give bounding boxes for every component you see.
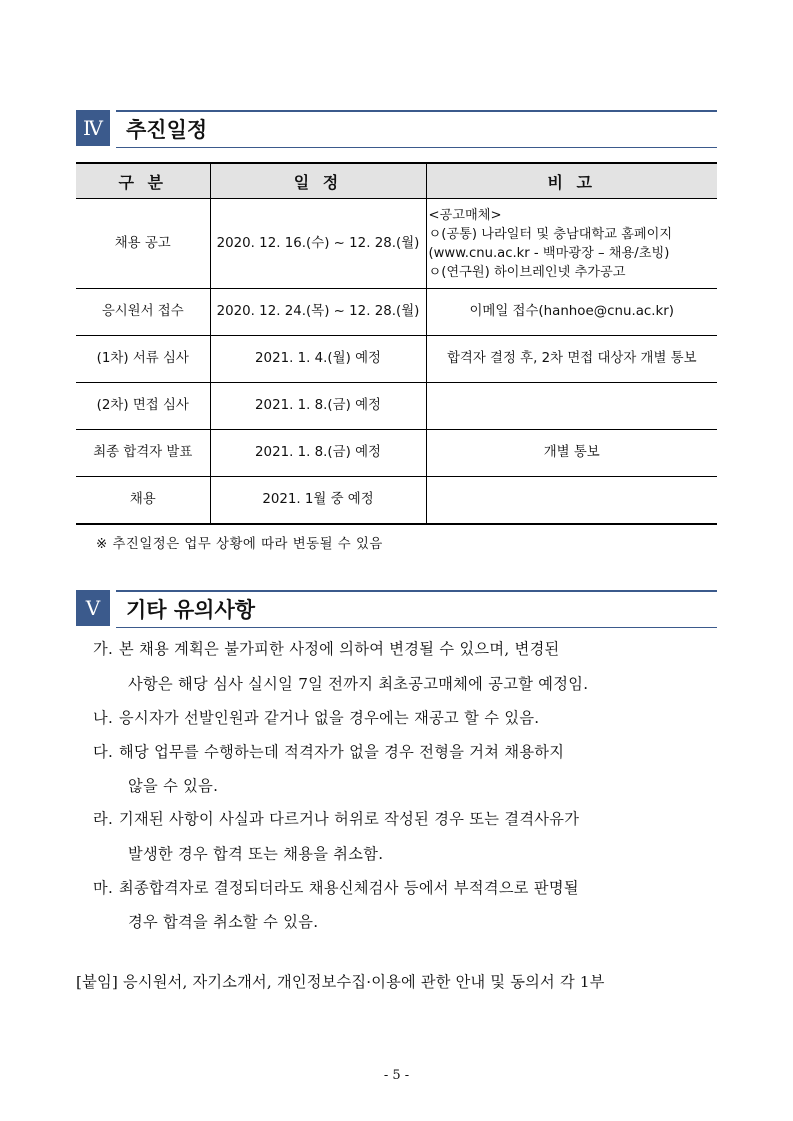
list-text: 기재된 사항이 사실과 다르거나 허위로 작성된 경우 또는 결격사유가 — [119, 810, 580, 828]
table-header-row — [76, 163, 717, 199]
list-text: 응시자가 선발인원과 같거나 없을 경우에는 재공고 할 수 있음. — [119, 709, 540, 727]
row-schedule: 2021. 1월 중 예정 — [210, 477, 426, 524]
list-text: 본 채용 계획은 불가피한 사정에 의하여 변경될 수 있으며, 변경된 — [119, 640, 560, 658]
row-category: (1차) 서류 심사 — [76, 336, 210, 383]
row-category: 채용 — [76, 477, 210, 524]
row-schedule: 2021. 1. 8.(금) 예정 — [210, 383, 426, 430]
section-number: Ⅳ — [76, 110, 110, 146]
column-header: 구 분 — [76, 163, 210, 199]
list-text-continued: 사항은 해당 심사 실시일 7일 전까지 최초공고매체에 공고할 예정임. — [128, 675, 589, 693]
list-marker: 가. — [93, 640, 114, 658]
note-line: ㅇ(공통) 나라일터 및 충남대학교 홈페이지 — [428, 226, 673, 242]
row-schedule: 2021. 1. 8.(금) 예정 — [210, 430, 426, 477]
list-marker: 나. — [93, 709, 114, 727]
column-header: 비 고 — [426, 163, 717, 199]
row-category: 응시원서 접수 — [76, 289, 210, 336]
table-row — [76, 430, 717, 477]
section-title: 추진일정 — [126, 118, 208, 142]
table-row — [76, 477, 717, 524]
row-category: 최종 합격자 발표 — [76, 430, 210, 477]
list-item — [93, 707, 539, 728]
list-item — [93, 741, 564, 762]
row-note — [426, 477, 717, 524]
row-category: 채용 공고 — [76, 199, 210, 289]
schedule-table — [76, 162, 717, 525]
list-item — [93, 808, 579, 829]
list-marker: 다. — [93, 743, 114, 761]
header-rule-bottom — [116, 627, 717, 628]
list-item — [93, 877, 579, 898]
row-note — [426, 383, 717, 430]
table-row — [76, 383, 717, 430]
table-row — [76, 199, 717, 289]
list-text: 해당 업무를 수행하는데 적격자가 없을 경우 전형을 거쳐 채용하지 — [119, 743, 565, 761]
row-note: 개별 통보 — [426, 430, 717, 477]
header-rule-top — [116, 110, 717, 112]
section-title: 기타 유의사항 — [126, 598, 256, 622]
note-line: ㅇ(연구원) 하이브레인넷 추가공고 — [428, 264, 626, 280]
table-row — [76, 336, 717, 383]
note-line: (www.cnu.ac.kr - 백마광장 – 채용/초빙) — [428, 245, 670, 261]
row-note: 합격자 결정 후, 2차 면접 대상자 개별 통보 — [426, 336, 717, 383]
header-rule-bottom — [116, 147, 717, 148]
list-text-continued: 않을 수 있음. — [128, 777, 219, 795]
row-schedule: 2020. 12. 24.(목) ~ 12. 28.(월) — [210, 289, 426, 336]
row-note: 이메일 접수(hanhoe@cnu.ac.kr) — [426, 289, 717, 336]
list-item — [93, 638, 560, 659]
section-4-header — [76, 110, 717, 150]
section-number: Ⅴ — [76, 590, 110, 626]
table-row — [76, 289, 717, 336]
row-schedule: 2021. 1. 4.(월) 예정 — [210, 336, 426, 383]
list-marker: 마. — [93, 879, 114, 897]
attachment-line: [붙임] 응시원서, 자기소개서, 개인정보수집·이용에 관한 안내 및 동의서 각 1부 — [76, 973, 605, 991]
row-category: (2차) 면접 심사 — [76, 383, 210, 430]
note-line: <공고매체> — [428, 207, 502, 223]
list-text: 최종합격자로 결정되더라도 채용신체검사 등에서 부적격으로 판명될 — [119, 879, 579, 897]
row-note — [426, 199, 717, 289]
row-schedule: 2020. 12. 16.(수) ~ 12. 28.(월) — [210, 199, 426, 289]
column-header: 일 정 — [210, 163, 426, 199]
section-5-header — [76, 590, 717, 630]
list-text-continued: 경우 합격을 취소할 수 있음. — [128, 913, 319, 931]
schedule-remark: ※ 추진일정은 업무 상황에 따라 변동될 수 있음 — [96, 537, 383, 552]
list-marker: 라. — [93, 810, 114, 828]
page-number: - 5 - — [383, 1068, 410, 1083]
header-rule-top — [116, 590, 717, 592]
list-text-continued: 발생한 경우 합격 또는 채용을 취소함. — [128, 845, 384, 863]
